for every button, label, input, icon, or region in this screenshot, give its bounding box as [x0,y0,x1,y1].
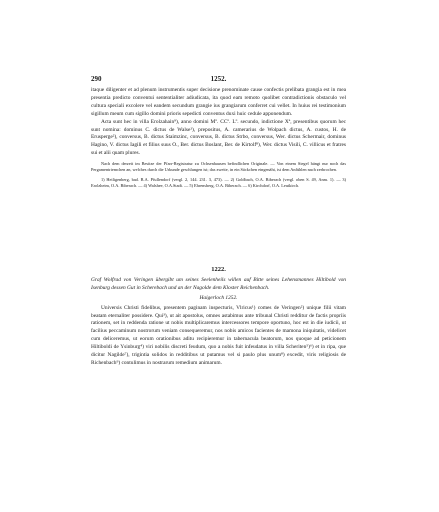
running-title: 1252. [210,75,227,83]
document-1222 [91,266,346,368]
document-text: Universis Christi fidelibus, presentem paginam inspecturis, Vlricus¹) comes de Veringen²) unique filii vitam beatam eternaliter possidere. Qui³), ut ait apostolus, omnes astabimus ante tribunal Christi redditur de factis propriis rationem, set in reddenda ratione ut nobis multiplicaremus intercessores tempore oportuno, hoc est in die iudicii, ut facilius peccaminum nostrorum veniam consequeremur, nos nobis amicos facientes de mamona iniquitatis, videlicet cum deliceremus, ut eorum orationibus aditu recipieremur in tabernacula beatorum, nos quoque ad peticionem Hiltiboldi de Ysinburg⁴) viri nobilis discreti feudum, quo a nobis fuit infeudatus in villa Scheriten⁵)⁶) et in ripa, que dicitur Nagilde⁷), trigintia solidos in redditibus ut putamus vel si paulo plus unum⁸) excedit, viris religiosis de Richenbach⁹) contulimus in nostrarum remedium animarum. [91,304,346,366]
acta-paragraph: Acta sunt hec in villa Erolzahain⁹), anno domini Mº. CCº. Lº. secundo, indictione Xª, presentibus quorum hec sunt nomina: dominus C. dictus de Walse¹), prepositus, A. camerarius de Wolpach dictus, A. custos, H. de Erusperge²), conversus, B. dictus Staimzinc, conversus, B. dictus Strbo, conversus, Wer. dictus Schermair, dominus Hagino, V. dictus Iagili et filius suus O., Ber. dictus Boslant, Ber. de Kirtolf⁸), Wer. dictus Visili, C. villicus et fratres sui et alii quam plures. [91,118,346,157]
source-note: Nach dem derzeit im Besitze der Pfarr-Registratur zu Ochsenhausen befindlichen Originale. — Von einem Siegel hängt nur noch das Pergamentriemchen an, welches durch die Urkunde geschlungen ist; das zweite, in ein Säckchen eingenäht, ist dem Anfühlen nach zerbrochen. [91,161,346,173]
footnotes: 1) Heiligenberg, bad. B.A. Pfullendorf (vergl. 2, 144. 231. 3, 473). — 2) Goldbach, O.A. Biberach (vergl. oben S. 49, Anm. 1). — 3) Erolzheim, O.A. Biberach. — 4) Walshee, O.A.Stadt. — 5) Ehrensberg, O.A. Biberach. — 6) Kirchdorf, O.A. Leutkirch. [91,176,346,188]
document-number: 1222. [211,266,226,273]
document-summary: Graf Wolfrad von Veringen übergibt um seines Seelenheils willen auf Bitte seines Lehensmannes Hiltibold von Isenburg dessen Gut in Scherebach und an der Nagolde dem Kloster Reichenbach. [91,276,346,291]
page-number: 290 [91,75,102,83]
place-and-date: Haigerloch 1252. [199,294,238,301]
continuation-paragraph: itaque diligenter et ad plenum instrumentis super decisione prenominate cause confectis prelibata grangia est in mea presentia predicto conventui sententialiter adiudicata, ita quod eam remoto quolibet contradictionis obstaculo vel cultura speciali excolere vel eandem secundum grangie ius grangiarum conferret cui vellet. In huius rei testimonium sigillum meum cum sigillo domini prioris sepedicti conventus duxi huic cedule apponendum. [91,87,346,117]
previous-document-continuation [91,87,346,189]
